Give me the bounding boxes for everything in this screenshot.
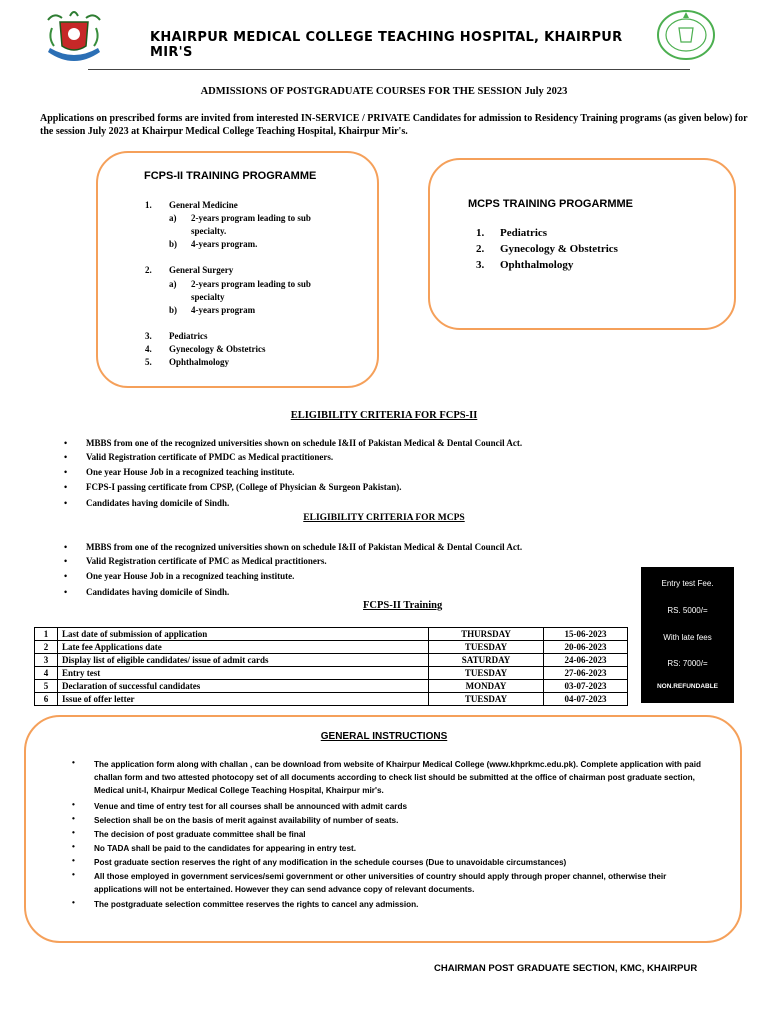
college-crest-logo <box>40 8 108 64</box>
mcps-item: 3. Ophthalmology <box>476 259 574 271</box>
entry-fee-label: Entry test Fee. <box>661 579 714 588</box>
signature-line: CHAIRMAN POST GRADUATE SECTION, KMC, KHAIRPUR <box>434 963 698 974</box>
schedule-title: FCPS-II Training <box>363 600 443 611</box>
table-row: 4 Entry test TUESDAY 27-06-2023 <box>35 667 628 680</box>
table-row: 6 Issue of offer letter TUESDAY 04-07-2023 <box>35 693 628 706</box>
eligibility-mcps-title: ELIGIBILITY CRITERIA FOR MCPS <box>303 513 465 523</box>
entry-fee-amount: RS. 5000/= <box>667 606 708 615</box>
mcps-programme-title: MCPS TRAINING PROGARMME <box>468 198 633 210</box>
fcps-subitem-cont: specialty. <box>191 226 227 236</box>
fcps-subitem: b) 4-years program <box>169 305 256 315</box>
late-fee-amount: RS: 7000/= <box>667 659 708 668</box>
table-row: 2 Late fee Applications date TUESDAY 20-06-2023 <box>35 641 628 654</box>
fcps-item: 2. General Surgery <box>145 265 234 275</box>
college-name: KHAIRPUR MEDICAL COLLEGE TEACHING HOSPITAL, KHAIRPUR MIR'S <box>150 30 623 60</box>
eligibility-fcps-title: ELIGIBILITY CRITERIA FOR FCPS-II <box>290 410 478 421</box>
schedule-table <box>34 627 628 706</box>
mcps-item: 2. Gynecology & Obstetrics <box>476 243 618 255</box>
fcps-item: 1. General Medicine <box>145 200 238 210</box>
late-fee-label: With late fees <box>663 633 712 642</box>
sindh-government-seal <box>655 8 717 62</box>
fcps-programme-title: FCPS-II TRAINING PROGRAMME <box>144 170 317 182</box>
fcps-subitem: b) 4-years program. <box>169 239 258 249</box>
table-row: 1 Last date of submission of application THURSDAY 15-06-2023 <box>35 628 628 641</box>
fcps-item: 5. Ophthalmology <box>145 357 230 367</box>
fcps-item: 4. Gynecology & Obstetrics <box>145 344 266 354</box>
admission-title: ADMISSIONS OF POSTGRADUATE COURSES FOR THE SESSION July 2023 <box>200 86 568 97</box>
fcps-subitem: a) 2-years program leading to sub <box>169 213 311 223</box>
header-divider <box>88 69 690 70</box>
table-row: 3 Display list of eligible candidates/ issue of admit cards SATURDAY 24-06-2023 <box>35 654 628 667</box>
fcps-item: 3. Pediatrics <box>145 331 208 341</box>
table-row: 5 Declaration of successful candidates MONDAY 03-07-2023 <box>35 680 628 693</box>
mcps-item: 1. Pediatrics <box>476 227 548 239</box>
intro-paragraph: Applications on prescribed forms are invited from interested IN-SERVICE / PRIVATE Candidates for admission to Residency Training programs (as given below) for the session July 2023 at Khairpur Medical College Teaching Hospital, Khairpur Mir's. <box>40 113 748 137</box>
fcps-subitem: a) 2-years program leading to sub <box>169 279 311 289</box>
fcps-subitem-cont: specialty <box>191 292 225 302</box>
non-refundable-note: NON.REFUNDABLE <box>656 683 719 690</box>
entry-fee-box <box>641 567 734 703</box>
general-instructions-title: GENERAL INSTRUCTIONS <box>320 731 448 742</box>
